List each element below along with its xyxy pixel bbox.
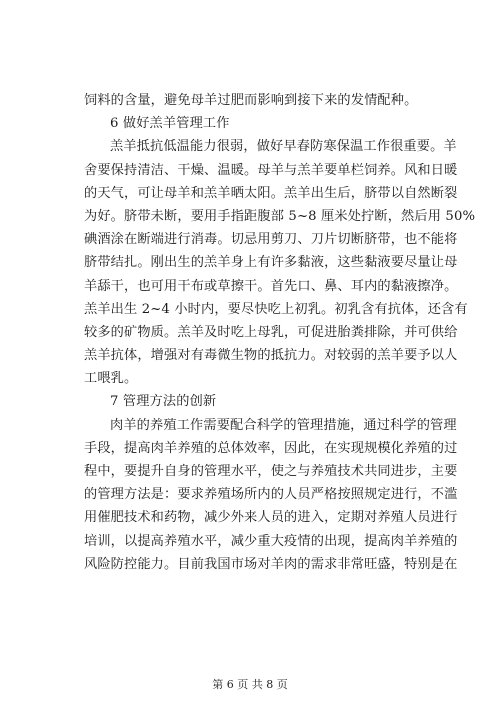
paragraph-line: 用催肥技术和药物，减少外来人员的进入，定期对养殖人员进行	[84, 510, 458, 526]
section-heading: 7 管理方法的创新	[110, 394, 217, 410]
paragraph-line: 饲料的含量，避免母羊过肥而影响到接下来的发情配种。	[84, 93, 418, 108]
paragraph-line: 工喂乳。	[84, 371, 138, 387]
page-number-footer: 第 6 页 共 8 页	[212, 678, 288, 691]
paragraph-line: 的天气，可让母羊和羔羊晒太阳。羔羊出生后，脐带以自然断裂	[84, 185, 458, 201]
paragraph-line: 较多的矿物质。羔羊及时吃上母乳，可促进胎粪排除，并可供给	[84, 324, 458, 340]
paragraph-line: 为好。脐带未断，要用手指距腹部 5~8 厘米处拧断，然后用 50%	[84, 208, 476, 224]
paragraph-line: 舍要保持清洁、干燥、温暖。母羊与羔羊要单栏饲养。风和日暖	[84, 162, 458, 178]
paragraph-line: 肉羊的养殖工作需要配合科学的管理措施，通过科学的管理	[110, 417, 457, 433]
paragraph-line: 羊舔干，也可用干布或草擦干。首先口、鼻、耳内的黏液擦净。	[84, 278, 458, 294]
paragraph-line: 手段，提高肉羊养殖的总体效率，因此，在实现规模化养殖的过	[84, 440, 458, 456]
paragraph-line: 的管理方法是：要求养殖场所内的人员严格按照规定进行，不滥	[84, 487, 458, 503]
paragraph-line: 碘酒涂在断端进行消毒。切忌用剪刀、刀片切断脐带，也不能将	[84, 232, 458, 248]
paragraph-line: 羔羊抵抗低温能力很弱，做好早春防寒保温工作很重要。羊	[110, 139, 457, 155]
paragraph-line: 程中，要提升自身的管理水平，使之与养殖技术共同进步，主要	[84, 464, 458, 479]
paragraph-line: 脐带结扎。刚出生的羔羊身上有许多黏液，这些黏液要尽量让母	[84, 255, 458, 271]
paragraph-line: 羔羊出生 2~4 小时内，要尽快吃上初乳。初乳含有抗体，还含有	[84, 301, 468, 317]
section-heading: 6 做好羔羊管理工作	[110, 116, 230, 132]
document-body	[84, 89, 476, 576]
paragraph-line: 风险防控能力。目前我国市场对羊肉的需求非常旺盛，特别是在	[84, 556, 458, 572]
paragraph-line: 羔羊抗体，增强对有毒微生物的抵抗力。对较弱的羔羊要予以人	[84, 348, 458, 364]
paragraph-line: 培训，以提高养殖水平，减少重大疫情的出现，提高肉羊养殖的	[84, 533, 458, 549]
